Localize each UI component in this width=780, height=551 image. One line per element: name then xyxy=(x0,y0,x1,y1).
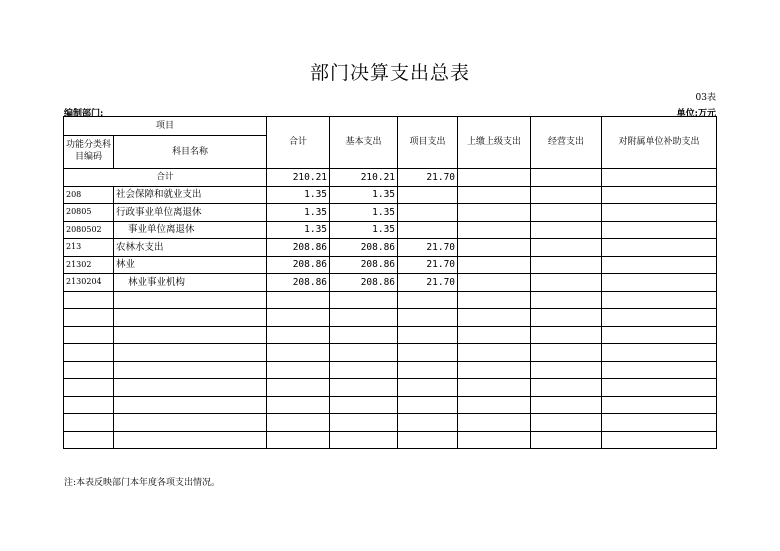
row-subsidy xyxy=(602,204,717,222)
header-code: 功能分类科目编码 xyxy=(64,136,114,169)
row-total: 208.86 xyxy=(267,256,330,274)
empty-cell xyxy=(267,309,330,327)
empty-cell xyxy=(114,431,267,449)
row-name: 社会保障和就业支出 xyxy=(114,186,267,204)
row-total: 1.35 xyxy=(267,221,330,239)
empty-cell xyxy=(267,414,330,432)
empty-cell xyxy=(330,414,398,432)
empty-row xyxy=(64,361,717,379)
row-basic: 208.86 xyxy=(330,256,398,274)
table-row xyxy=(64,221,717,239)
empty-cell xyxy=(602,396,717,414)
row-name: 行政事业单位离退休 xyxy=(114,204,267,222)
header-upper: 上缴上级支出 xyxy=(458,117,531,169)
empty-cell xyxy=(458,291,531,309)
empty-row xyxy=(64,431,717,449)
empty-cell xyxy=(330,396,398,414)
empty-cell xyxy=(531,431,602,449)
empty-cell xyxy=(458,431,531,449)
empty-cell xyxy=(531,326,602,344)
row-upper xyxy=(458,221,531,239)
empty-cell xyxy=(114,361,267,379)
row-project xyxy=(398,186,458,204)
row-name: 农林水支出 xyxy=(114,239,267,257)
empty-cell xyxy=(602,344,717,362)
empty-cell xyxy=(602,309,717,327)
empty-cell xyxy=(267,431,330,449)
row-basic: 1.35 xyxy=(330,186,398,204)
total-basic: 210.21 xyxy=(330,169,398,187)
header-name: 科目名称 xyxy=(114,136,267,169)
empty-cell xyxy=(398,414,458,432)
empty-cell xyxy=(398,379,458,397)
empty-cell xyxy=(267,326,330,344)
empty-cell xyxy=(398,361,458,379)
empty-cell xyxy=(330,326,398,344)
total-total: 210.21 xyxy=(267,169,330,187)
empty-cell xyxy=(458,396,531,414)
row-upper xyxy=(458,204,531,222)
empty-cell xyxy=(330,291,398,309)
empty-cell xyxy=(64,309,114,327)
empty-cell xyxy=(64,326,114,344)
row-project: 21.70 xyxy=(398,274,458,292)
empty-cell xyxy=(398,309,458,327)
empty-cell xyxy=(531,309,602,327)
empty-cell xyxy=(330,309,398,327)
total-label: 合计 xyxy=(64,169,267,187)
empty-cell xyxy=(64,379,114,397)
row-project xyxy=(398,204,458,222)
empty-cell xyxy=(531,291,602,309)
footnote: 注:本表反映部门本年度各项支出情况。 xyxy=(64,478,221,488)
row-basic: 1.35 xyxy=(330,221,398,239)
row-business xyxy=(531,221,602,239)
table-row xyxy=(64,274,717,292)
row-business xyxy=(531,274,602,292)
empty-cell xyxy=(398,431,458,449)
header-project: 项目支出 xyxy=(398,117,458,169)
table-number: 03表 xyxy=(695,93,716,103)
table-row xyxy=(64,186,717,204)
row-business xyxy=(531,256,602,274)
table-row xyxy=(64,256,717,274)
row-total: 208.86 xyxy=(267,274,330,292)
header-basic: 基本支出 xyxy=(330,117,398,169)
row-basic: 208.86 xyxy=(330,239,398,257)
expenditure-table xyxy=(63,116,717,449)
empty-cell xyxy=(458,309,531,327)
table-row xyxy=(64,204,717,222)
empty-cell xyxy=(458,326,531,344)
empty-cell xyxy=(114,379,267,397)
row-business xyxy=(531,186,602,204)
empty-cell xyxy=(398,344,458,362)
row-basic: 1.35 xyxy=(330,204,398,222)
row-name: 林业事业机构 xyxy=(114,274,267,292)
row-subsidy xyxy=(602,239,717,257)
empty-cell xyxy=(602,326,717,344)
empty-cell xyxy=(267,344,330,362)
empty-row xyxy=(64,414,717,432)
empty-cell xyxy=(114,344,267,362)
row-project xyxy=(398,221,458,239)
empty-cell xyxy=(267,396,330,414)
empty-cell xyxy=(330,431,398,449)
empty-cell xyxy=(64,431,114,449)
empty-cell xyxy=(114,309,267,327)
empty-cell xyxy=(114,396,267,414)
header-total: 合计 xyxy=(267,117,330,169)
total-row xyxy=(64,169,717,187)
empty-row xyxy=(64,309,717,327)
empty-cell xyxy=(531,344,602,362)
empty-cell xyxy=(267,291,330,309)
empty-row xyxy=(64,396,717,414)
row-upper xyxy=(458,239,531,257)
row-basic: 208.86 xyxy=(330,274,398,292)
row-code: 20805 xyxy=(64,204,114,222)
total-project: 21.70 xyxy=(398,169,458,187)
empty-row xyxy=(64,326,717,344)
empty-cell xyxy=(531,414,602,432)
table-row xyxy=(64,239,717,257)
row-subsidy xyxy=(602,221,717,239)
row-project: 21.70 xyxy=(398,256,458,274)
row-total: 1.35 xyxy=(267,204,330,222)
empty-row xyxy=(64,344,717,362)
empty-cell xyxy=(114,291,267,309)
row-code: 2130204 xyxy=(64,274,114,292)
empty-cell xyxy=(64,361,114,379)
row-total: 208.86 xyxy=(267,239,330,257)
empty-cell xyxy=(602,291,717,309)
row-business xyxy=(531,239,602,257)
empty-cell xyxy=(330,361,398,379)
row-business xyxy=(531,204,602,222)
empty-cell xyxy=(531,361,602,379)
page-title: 部门决算支出总表 xyxy=(309,62,470,84)
department-label: 编制部门: xyxy=(64,109,104,119)
row-upper xyxy=(458,186,531,204)
row-code: 213 xyxy=(64,239,114,257)
empty-cell xyxy=(114,414,267,432)
empty-cell xyxy=(398,326,458,344)
empty-cell xyxy=(602,414,717,432)
row-total: 1.35 xyxy=(267,186,330,204)
row-subsidy xyxy=(602,256,717,274)
empty-cell xyxy=(458,344,531,362)
header-business: 经营支出 xyxy=(531,117,602,169)
empty-cell xyxy=(531,379,602,397)
empty-cell xyxy=(458,414,531,432)
empty-cell xyxy=(602,379,717,397)
empty-cell xyxy=(114,326,267,344)
empty-cell xyxy=(330,379,398,397)
empty-cell xyxy=(531,396,602,414)
empty-cell xyxy=(267,379,330,397)
empty-cell xyxy=(398,291,458,309)
row-code: 208 xyxy=(64,186,114,204)
empty-cell xyxy=(64,291,114,309)
total-subsidy xyxy=(602,169,717,187)
unit-label: 单位:万元 xyxy=(676,109,716,119)
empty-cell xyxy=(64,396,114,414)
empty-cell xyxy=(458,379,531,397)
empty-cell xyxy=(330,344,398,362)
total-upper xyxy=(458,169,531,187)
row-code: 21302 xyxy=(64,256,114,274)
empty-cell xyxy=(602,361,717,379)
empty-cell xyxy=(64,414,114,432)
row-upper xyxy=(458,256,531,274)
total-business xyxy=(531,169,602,187)
empty-cell xyxy=(602,431,717,449)
row-project: 21.70 xyxy=(398,239,458,257)
empty-cell xyxy=(398,396,458,414)
header-subsidy: 对附属单位补助支出 xyxy=(602,117,717,169)
row-subsidy xyxy=(602,186,717,204)
empty-cell xyxy=(64,344,114,362)
row-name: 事业单位离退休 xyxy=(114,221,267,239)
row-upper xyxy=(458,274,531,292)
row-name: 林业 xyxy=(114,256,267,274)
row-code: 2080502 xyxy=(64,221,114,239)
header-item: 项目 xyxy=(64,117,267,136)
empty-row xyxy=(64,291,717,309)
empty-cell xyxy=(458,361,531,379)
empty-cell xyxy=(267,361,330,379)
empty-row xyxy=(64,379,717,397)
row-subsidy xyxy=(602,274,717,292)
